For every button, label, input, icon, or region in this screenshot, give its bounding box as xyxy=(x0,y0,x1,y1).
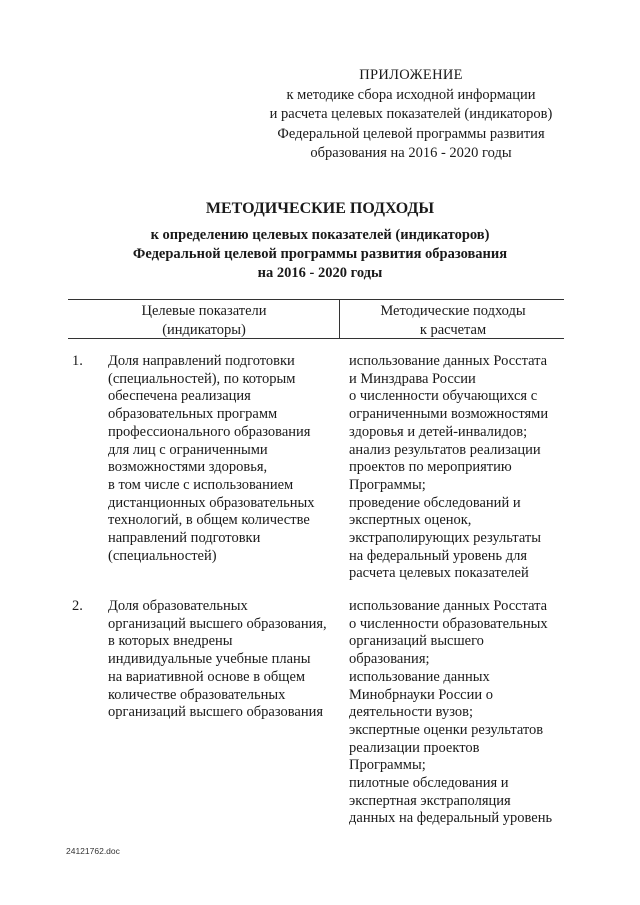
appendix-block xyxy=(262,66,560,164)
indicator-line: направлений подготовки xyxy=(108,530,261,547)
approach-line: данных на федеральный уровень xyxy=(349,810,553,827)
subtitle-line: к определению целевых показателей (индикаторов) xyxy=(150,227,490,243)
indicator-line: количестве образовательных xyxy=(108,686,286,703)
approach-line: экспертная экстраполяция xyxy=(349,792,511,809)
indicator-line: для лиц с ограниченными xyxy=(108,441,268,458)
approach-line: Минобрнауки России о xyxy=(349,686,494,703)
document-title: МЕТОДИЧЕСКИЕ ПОДХОДЫ xyxy=(205,200,435,217)
approach-line: и Минздрава России xyxy=(349,370,476,387)
approach-line: реализации проектов xyxy=(349,739,480,756)
column-header-line: Методические подходы xyxy=(380,303,526,319)
approach-line: экстраполирующих результаты xyxy=(349,530,541,547)
approach-line: использование данных Росстата xyxy=(349,598,548,614)
indicator-line: организаций высшего образования, xyxy=(108,615,327,632)
approach-line: здоровья и детей-инвалидов; xyxy=(349,423,528,440)
approach-line: использование данных Росстата xyxy=(349,353,548,369)
footer-filename: 24121762.doc xyxy=(66,846,120,856)
indicator-line: Доля образовательных xyxy=(108,598,248,614)
column-header-line: к расчетам xyxy=(419,321,487,338)
subtitle-line: на 2016 - 2020 годы xyxy=(257,265,383,281)
document-subtitle xyxy=(60,226,580,283)
approach-line: организаций высшего xyxy=(349,633,484,650)
approach-line: экспертные оценки результатов xyxy=(349,721,544,738)
indicator-line: организаций высшего образования xyxy=(108,704,324,721)
appendix-line: образования на 2016 - 2020 годы xyxy=(310,145,512,161)
table-top-rule xyxy=(68,299,564,300)
indicator-line: индивидуальные учебные планы xyxy=(108,651,311,668)
approach-line: о численности образовательных xyxy=(349,615,548,632)
indicator-line: Доля направлений подготовки xyxy=(108,353,295,369)
row-number: 1. xyxy=(72,353,83,369)
approach-line: проектов по мероприятию xyxy=(349,459,512,476)
column-header-line: (индикаторы) xyxy=(162,321,246,338)
indicator-line: на вариативной основе в общем xyxy=(108,668,306,685)
appendix-line: к методике сбора исходной информации xyxy=(286,86,536,103)
row-approach xyxy=(349,353,569,583)
column-header-line: Целевые показатели xyxy=(141,303,267,319)
approach-line: расчета целевых показателей xyxy=(349,565,529,582)
approach-line: экспертных оценок, xyxy=(349,512,472,529)
row-approach xyxy=(349,598,569,828)
approach-line: использование данных xyxy=(349,668,490,685)
indicator-line: профессионального образования xyxy=(108,423,311,440)
approach-line: анализ результатов реализации xyxy=(349,441,541,458)
approach-line: пилотные обследования и xyxy=(349,775,509,792)
approach-line: о численности обучающихся с xyxy=(349,388,538,405)
row-number: 2. xyxy=(72,598,83,614)
appendix-line: и расчета целевых показателей (индикаторов) xyxy=(269,106,553,122)
approach-line: Программы; xyxy=(349,476,426,493)
approach-line: проведение обследований и xyxy=(349,494,521,511)
indicator-line: обеспечена реализация xyxy=(108,388,251,405)
indicator-line: дистанционных образовательных xyxy=(108,494,315,511)
approach-line: образования; xyxy=(349,651,430,668)
approach-line: деятельности вузов; xyxy=(349,704,474,721)
column-header-approaches xyxy=(342,302,564,339)
row-indicator xyxy=(108,598,340,722)
row-indicator xyxy=(108,353,340,565)
indicator-line: образовательных программ xyxy=(108,406,278,423)
indicator-line: технологий, в общем количестве xyxy=(108,512,310,529)
appendix-title: ПРИЛОЖЕНИЕ xyxy=(359,67,463,83)
approach-line: на федеральный уровень для xyxy=(349,547,528,564)
table-header-divider xyxy=(339,299,340,338)
indicator-line: возможностями здоровья, xyxy=(108,459,268,476)
indicator-line: (специальностей) xyxy=(108,547,217,564)
indicator-line: в которых внедрены xyxy=(108,633,233,650)
column-header-indicators xyxy=(70,302,338,339)
approach-line: ограниченными возможностями xyxy=(349,406,549,423)
indicator-line: (специальностей), по которым xyxy=(108,370,296,387)
indicator-line: в том числе с использованием xyxy=(108,476,294,493)
approach-line: Программы; xyxy=(349,757,426,774)
subtitle-line: Федеральной целевой программы развития образования xyxy=(132,246,508,262)
appendix-line: Федеральной целевой программы развития xyxy=(277,125,545,142)
